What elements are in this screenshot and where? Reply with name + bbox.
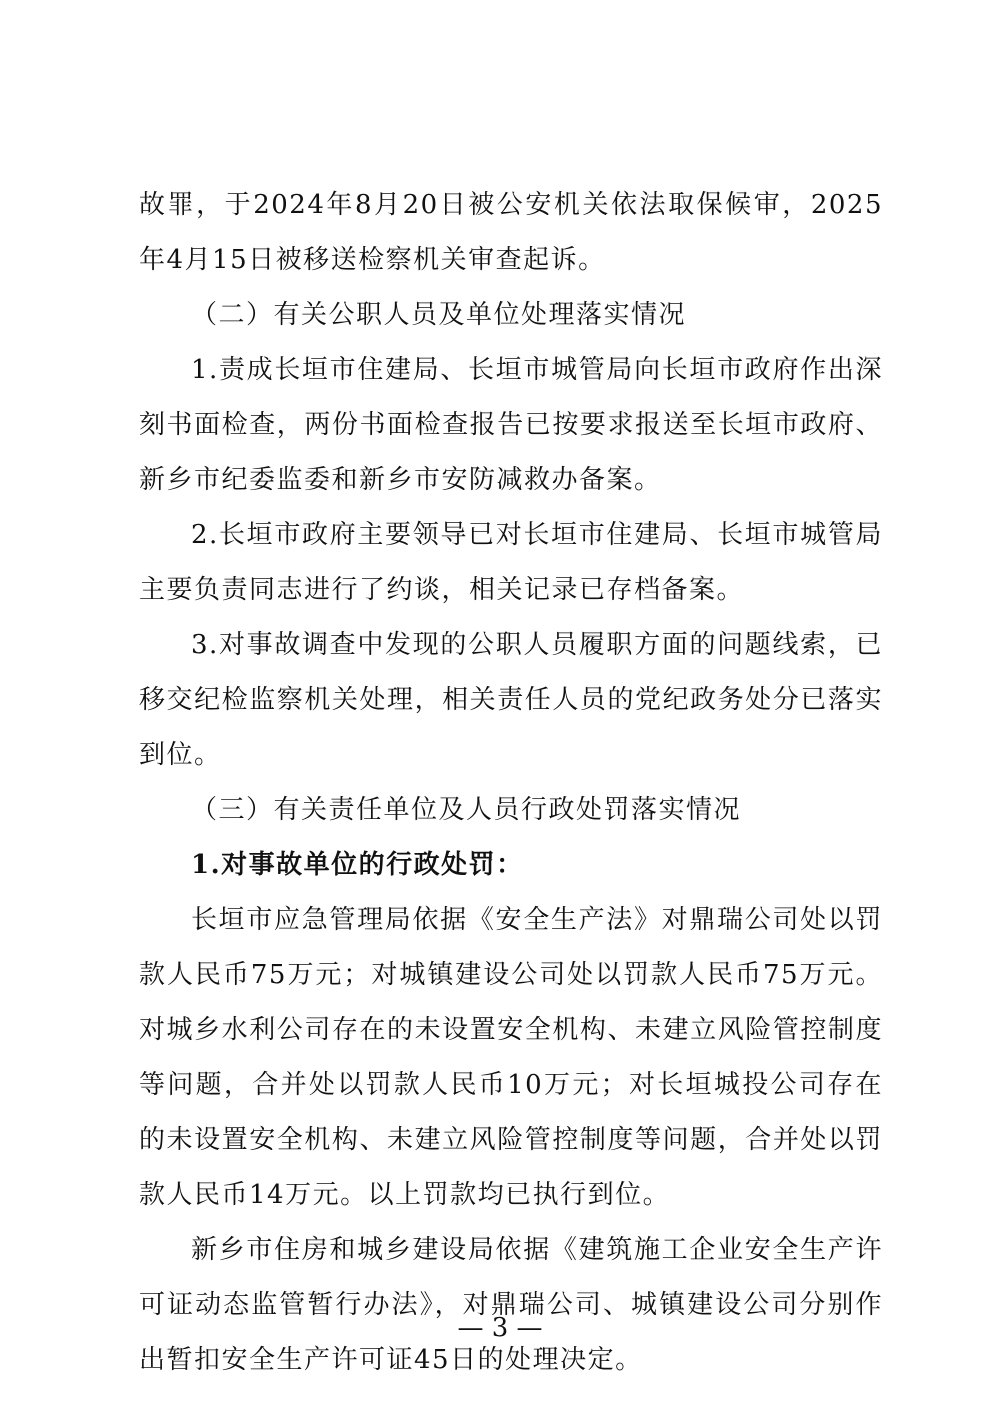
- document-body: [139, 178, 883, 1388]
- list-item-1: 1.责成长垣市住建局、长垣市城管局向长垣市政府作出深刻书面检查，两份书面检查报告已按要求报送至长垣市政府、新乡市纪委监委和新乡市安防减救办备案。: [139, 355, 883, 495]
- list-item-2: 2.长垣市政府主要领导已对长垣市住建局、长垣市城管局主要负责同志进行了约谈，相关记录已存档备案。: [139, 520, 883, 605]
- page-number: — 3 —: [457, 1313, 543, 1343]
- subheading-bold: 1.对事故单位的行政处罚：: [191, 850, 524, 880]
- paragraph-continuation: 故罪，于2024年8月20日被公安机关依法取保候审，2025年4月15日被移送检察机关审查起诉。: [139, 190, 883, 275]
- section-heading-3: （三）有关责任单位及人员行政处罚落实情况: [191, 795, 742, 825]
- paragraph-license-suspension: 新乡市住房和城乡建设局依据《建筑施工企业安全生产许可证动态监管暂行办法》，对鼎瑞公司、城镇建设公司分别作出暂扣安全生产许可证45日的处理决定。: [139, 1235, 883, 1375]
- list-item-3: 3.对事故调查中发现的公职人员履职方面的问题线索，已移交纪检监察机关处理，相关责任人员的党纪政务处分已落实到位。: [139, 630, 883, 770]
- section-heading-2: （二）有关公职人员及单位处理落实情况: [191, 300, 687, 330]
- paragraph-penalties: 长垣市应急管理局依据《安全生产法》对鼎瑞公司处以罚款人民币75万元；对城镇建设公司处以罚款人民币75万元。对城乡水利公司存在的未设置安全机构、未建立风险管控制度等问题，合并处以罚款人民币10万元；对长垣城投公司存在的未设置安全机构、未建立风险管控制度等问题，合并处以罚款人民币14万元。以上罚款均已执行到位。: [139, 905, 883, 1210]
